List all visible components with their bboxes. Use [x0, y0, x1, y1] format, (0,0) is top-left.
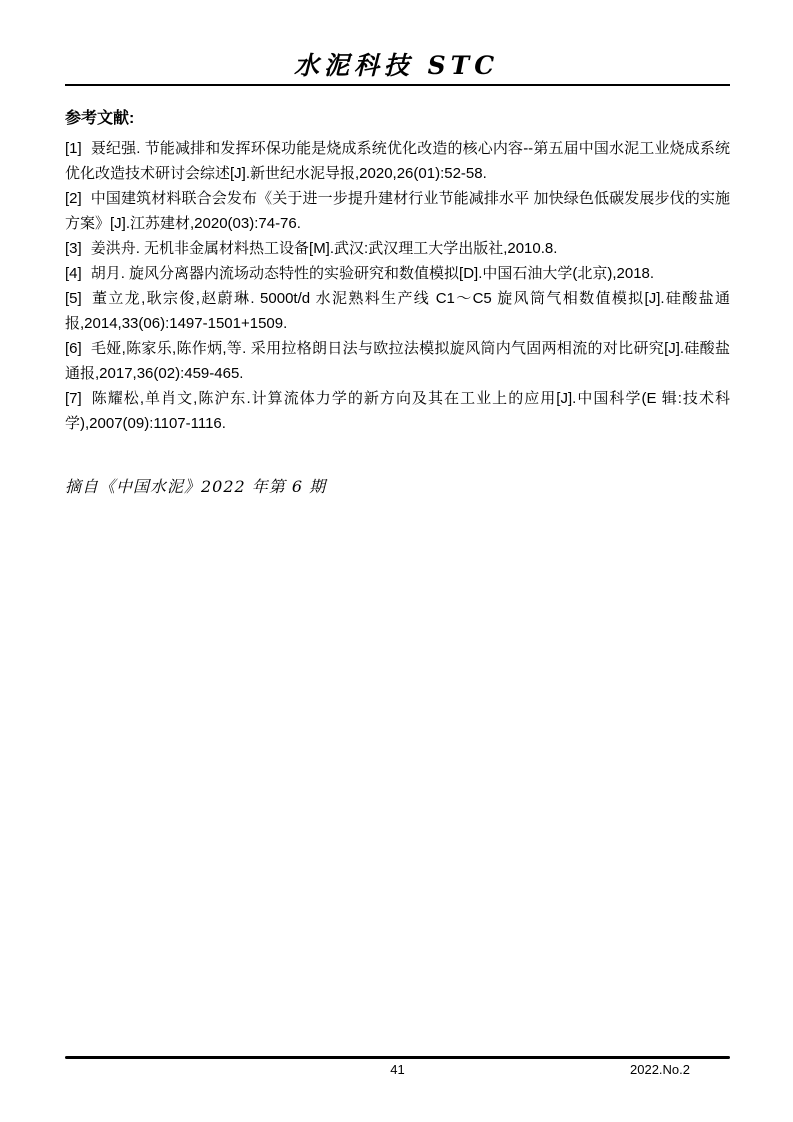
reference-item-6 — [65, 336, 730, 386]
reference-text: 胡月. 旋风分离器内流场动态特性的实验研究和数值模拟[D].中国石油大学(北京),2018. — [90, 265, 655, 282]
reference-item-1 — [65, 136, 730, 186]
reference-text: 陈耀松,单肖文,陈沪东.计算流体力学的新方向及其在工业上的应用[J].中国科学(E 辑:技术科学),2007(09):1107-1116. — [65, 390, 730, 432]
reference-label: [5] — [65, 290, 82, 307]
reference-item-2 — [65, 186, 730, 236]
reference-item-3 — [65, 236, 730, 261]
reference-label: [7] — [65, 390, 82, 407]
issue-number: 2022.No.2 — [630, 1062, 690, 1077]
reference-label: [6] — [65, 340, 82, 357]
references-heading: 参考文献: — [65, 110, 135, 127]
reference-text: 姜洪舟. 无机非金属材料热工设备[M].武汉:武汉理工大学出版社,2010.8. — [90, 240, 558, 257]
reference-text: 毛娅,陈家乐,陈作炳,等. 采用拉格朗日法与欧拉法模拟旋风筒内气固两相流的对比研究[J].硅酸盐通报,2017,36(02):459-465. — [65, 340, 730, 382]
source-note: 摘自《中国水泥》2022 年第 6 期 — [65, 477, 327, 496]
reference-item-4 — [65, 261, 730, 286]
footer-rule — [65, 1056, 730, 1059]
reference-item-7 — [65, 386, 730, 436]
header-rule — [65, 84, 730, 86]
reference-label: [3] — [65, 240, 82, 257]
reference-label: [2] — [65, 190, 82, 207]
page-number: 41 — [390, 1062, 405, 1077]
reference-text: 董立龙,耿宗俊,赵蔚琳. 5000t/d 水泥熟料生产线 C1～C5 旋风筒气相数值模拟[J].硅酸盐通报,2014,33(06):1497-1501+1509. — [65, 290, 730, 332]
reference-label: [1] — [65, 140, 82, 157]
references-section — [65, 106, 730, 497]
journal-title: 水泥科技 STC — [293, 51, 500, 80]
reference-text: 中国建筑材料联合会发布《关于进一步提升建材行业节能减排水平 加快绿色低碳发展步伐的实施方案》[J].江苏建材,2020(03):74-76. — [65, 190, 730, 232]
reference-label: [4] — [65, 265, 82, 282]
reference-item-5 — [65, 286, 730, 336]
reference-text: 聂纪强. 节能减排和发挥环保功能是烧成系统优化改造的核心内容--第五届中国水泥工业烧成系统优化改造技术研讨会综述[J].新世纪水泥导报,2020,26(01):52-58. — [65, 140, 730, 182]
